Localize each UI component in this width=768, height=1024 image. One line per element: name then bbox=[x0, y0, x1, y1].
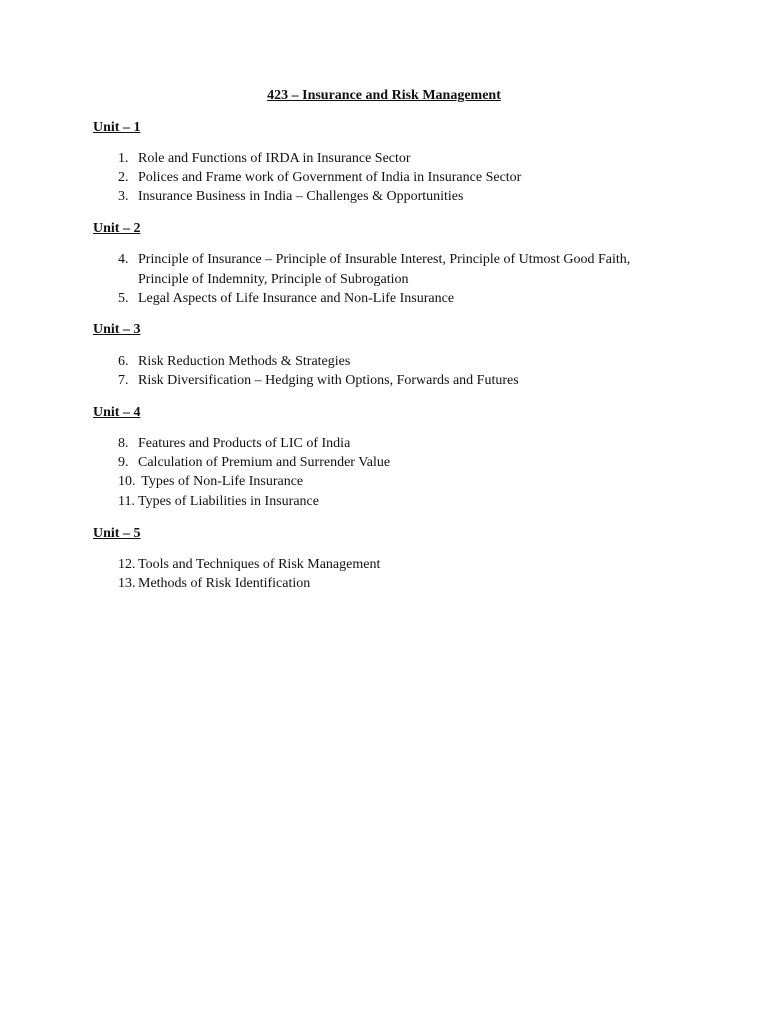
item-text: Methods of Risk Identification bbox=[138, 576, 311, 591]
unit-heading-1: Unit – 1 bbox=[93, 120, 141, 135]
item-number: 9. bbox=[118, 455, 129, 470]
list-item bbox=[118, 574, 658, 594]
item-number: 2. bbox=[118, 170, 129, 185]
item-text: Risk Reduction Methods & Strategies bbox=[138, 354, 351, 369]
list-item bbox=[118, 472, 658, 492]
item-text: Tools and Techniques of Risk Management bbox=[138, 557, 381, 572]
item-number: 1. bbox=[118, 151, 129, 166]
list-item bbox=[118, 352, 658, 372]
item-number: 13. bbox=[118, 576, 136, 591]
unit-heading-4: Unit – 4 bbox=[93, 405, 141, 420]
item-number: 3. bbox=[118, 189, 129, 204]
item-text: Role and Functions of IRDA in Insurance Sector bbox=[138, 151, 411, 166]
item-number: 7. bbox=[118, 373, 129, 388]
item-text: Insurance Business in India – Challenges & Opportunities bbox=[138, 189, 464, 204]
item-text: Types of Non-Life Insurance bbox=[138, 474, 304, 489]
list-item bbox=[118, 453, 658, 473]
item-number: 11. bbox=[118, 494, 135, 509]
item-number: 12. bbox=[118, 557, 136, 572]
document-title: 423 – Insurance and Risk Management bbox=[267, 88, 501, 103]
list-item bbox=[118, 168, 658, 188]
item-text: Legal Aspects of Life Insurance and Non-Life Insurance bbox=[138, 291, 455, 306]
list-item bbox=[118, 434, 658, 454]
list-item bbox=[118, 250, 658, 289]
item-text: Calculation of Premium and Surrender Value bbox=[138, 455, 391, 470]
list-item bbox=[118, 371, 658, 391]
item-number: 10. bbox=[118, 474, 136, 489]
item-number: 6. bbox=[118, 354, 129, 369]
item-text: Polices and Frame work of Government of India in Insurance Sector bbox=[138, 170, 522, 185]
list-item bbox=[118, 187, 658, 207]
unit-heading-3: Unit – 3 bbox=[93, 322, 141, 337]
item-text: Risk Diversification – Hedging with Options, Forwards and Futures bbox=[138, 373, 519, 388]
list-item bbox=[118, 555, 658, 575]
item-text: Types of Liabilities in Insurance bbox=[138, 494, 319, 509]
item-number: 5. bbox=[118, 291, 129, 306]
unit-heading-5: Unit – 5 bbox=[93, 526, 141, 541]
item-text: Principle of Insurance – Principle of Insurable Interest, Principle of Utmost Good Faith, Principle of Indemnity, Principle of Subrogation bbox=[138, 252, 631, 287]
list-item bbox=[118, 492, 658, 512]
item-number: 8. bbox=[118, 436, 129, 451]
list-item bbox=[118, 149, 658, 169]
unit-heading-2: Unit – 2 bbox=[93, 221, 141, 236]
item-text: Features and Products of LIC of India bbox=[138, 436, 351, 451]
item-number: 4. bbox=[118, 252, 129, 267]
list-item bbox=[118, 289, 658, 309]
